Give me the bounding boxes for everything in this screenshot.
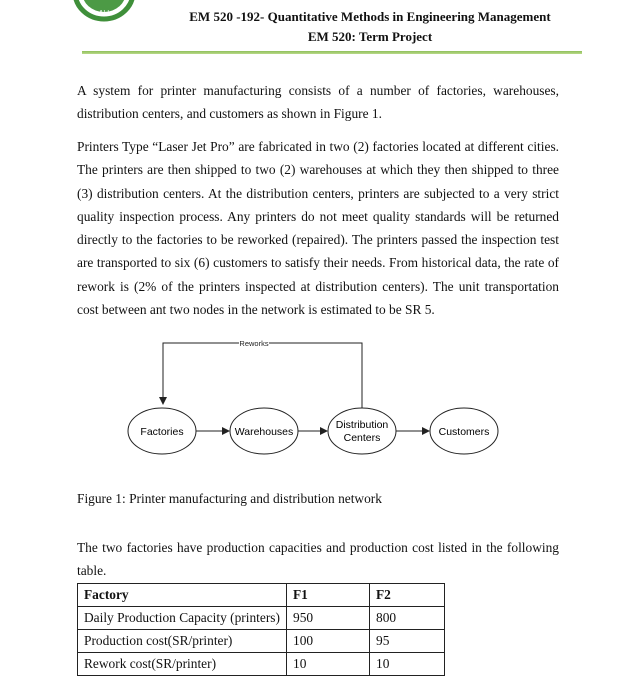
logo-text: ALI xyxy=(98,10,110,17)
table-cell: 950 xyxy=(287,607,370,630)
intro-paragraph: A system for printer manufacturing consists of a number of factories, warehouses, distribution centers, and customers as shown in Figure 1. xyxy=(77,83,559,122)
warehouses-label: Warehouses xyxy=(234,426,294,438)
rework-label: Reworks xyxy=(239,339,269,348)
table-cell: Production cost(SR/printer) xyxy=(78,630,287,653)
table-row xyxy=(78,630,445,653)
table-header-row xyxy=(78,584,445,607)
university-logo xyxy=(72,0,136,24)
table-header-cell: Factory xyxy=(78,584,287,607)
table-cell: 800 xyxy=(370,607,445,630)
table-cell: 10 xyxy=(370,653,445,676)
table-header-cell: F1 xyxy=(287,584,370,607)
centers-label: Centers xyxy=(343,432,381,444)
customers-label: Customers xyxy=(438,426,490,438)
distribution-label: Distribution xyxy=(335,419,389,431)
table-row xyxy=(78,653,445,676)
table-cell: 100 xyxy=(287,630,370,653)
table-cell: Daily Production Capacity (printers) xyxy=(78,607,287,630)
factory-table xyxy=(77,583,445,676)
document-title: EM 520 -192- Quantitative Methods in Engineering Management xyxy=(189,9,551,24)
table-cell: Rework cost(SR/printer) xyxy=(78,653,287,676)
description-paragraph: Printers Type “Laser Jet Pro” are fabricated in two (2) factories located at different cities. The printers are then shipped to two (2) warehouses at which they then shipped to three (3) distribution centers. At the distribution centers, printers are subjected to a very strict quality inspection process. Any printers do not meet quality standards will be returned directly to the factories to be reworked (repaired). The printers passed the inspection test are transported to six (6) customers to satisfy their needs. From historical data, the rate of rework is (2% of the printers inspected at distribution centers). The unit transportation cost between ant two nodes in the network is estimated to be SR 5. xyxy=(77,139,559,318)
distribution-centers-node xyxy=(328,408,396,454)
header-divider xyxy=(82,51,582,54)
factories-label: Factories xyxy=(140,426,184,438)
table-intro-paragraph: The two factories have production capacities and production cost listed in the following table. xyxy=(77,540,559,579)
rework-loop-line xyxy=(163,343,362,408)
network-diagram xyxy=(120,333,520,483)
document-subtitle: EM 520: Term Project xyxy=(307,29,433,44)
table-cell: 95 xyxy=(370,630,445,653)
table-header-cell: F2 xyxy=(370,584,445,607)
table-cell: 10 xyxy=(287,653,370,676)
table-row xyxy=(78,607,445,630)
figure-caption: Figure 1: Printer manufacturing and distribution network xyxy=(77,491,382,506)
